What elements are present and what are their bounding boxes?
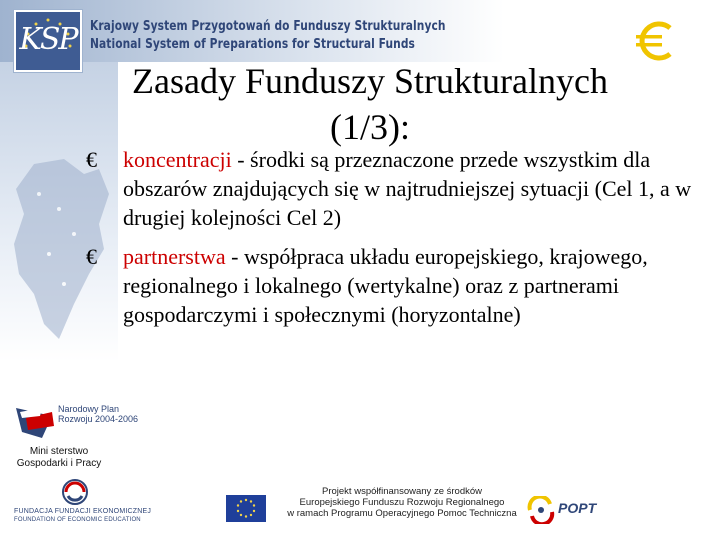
header-title-en: National System of Preparations for Structural Funds [90,37,415,52]
bullet-item [86,242,696,329]
eu-flag-icon [226,495,266,522]
footer-line: Europejskiego Funduszu Rozwoju Regionalnego [299,497,505,508]
fundacja-label: FUNDACJA FUNDACJI EKONOMICZNEJ [14,508,152,515]
slide-title: Zasady Funduszy Strukturalnych (1/3): [132,61,608,147]
npr-label: Narodowy Plan [58,404,120,414]
bullet-term: partnerstwa [123,244,226,269]
ministry-label: Gospodarki i Pracy [16,458,102,469]
ksp-logo [14,10,82,72]
bullet-term: koncentracji [123,147,232,172]
footer-line: w ramach Programu Operacyjnego Pomoc Techniczna [287,508,517,519]
logo-text: KSP [19,22,77,57]
ministry-label: Mini sterstwo [29,446,89,457]
popt-label: POPT [558,500,597,516]
header-title-pl: Krajowy System Przygotowań do Funduszy Strukturalnych [90,19,446,34]
bullet-item [86,145,696,232]
bullet-text: - środki są przeznaczone przede wszystkim dla obszarów znajdujących się w najtrudniejszej sytuacji (Cel 1, a w drugiej kolejności Cel 2) [123,147,692,230]
fundacja-logo-icon [60,478,90,506]
footer-cofinancing-text [282,486,522,519]
popt-logo-icon [526,496,556,524]
euro-bullet-icon: € [86,244,97,269]
euro-bullet-icon: € [86,147,97,172]
fundacja-label: FOUNDATION OF ECONOMIC EDUCATION [14,517,141,523]
bullet-text: - współpraca układu europejskiego, krajowego, regionalnego i lokalnego (wertykalne) oraz z partnerami gospodarczymi i społecznymi (horyzontalne) [123,244,648,327]
bullet-list [86,145,696,339]
footer-line: Projekt współfinansowany ze środków [322,486,482,497]
npr-label: Rozwoju 2004-2006 [58,414,139,424]
